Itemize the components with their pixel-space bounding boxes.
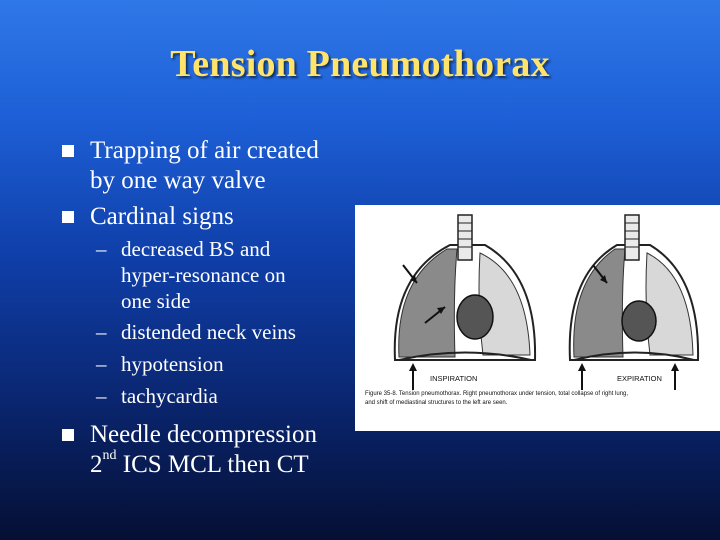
bullet-line-rest: ICS MCL then CT <box>116 451 309 478</box>
dash-marker: – <box>96 320 107 344</box>
ordinal-suffix: nd <box>102 448 117 463</box>
sub-bullet-line: decreased BS and <box>121 237 271 261</box>
bullet-trapping-air <box>62 136 352 196</box>
dash-marker: – <box>96 237 107 261</box>
slide-title: Tension Pneumothorax <box>170 43 550 85</box>
sub-bullet-line: tachycardia <box>121 384 218 408</box>
figure-caption-line: Figure 35-8. Tension pneumothorax. Right pneumothorax under tension, total collapse of right lung, <box>365 391 629 397</box>
ordinal-number: 2 <box>90 451 103 478</box>
bullet-line: Needle decompression <box>90 421 318 448</box>
expiration-diagram <box>570 215 698 390</box>
bullet-cardinal-signs <box>62 202 352 232</box>
sub-bullet-tachycardia <box>96 383 346 411</box>
inspiration-diagram <box>395 215 535 390</box>
bullet-line-with-superscript <box>90 450 309 479</box>
dash-marker: – <box>96 352 107 376</box>
pneumothorax-figure <box>355 205 720 431</box>
sub-bullet-line: one side <box>121 289 191 313</box>
inspiration-label: INSPIRATION <box>430 374 478 383</box>
sub-bullet-decreased-bs <box>96 236 346 316</box>
sub-bullet-hypotension <box>96 351 346 379</box>
square-bullet-icon <box>62 211 74 223</box>
bullet-line: Cardinal signs <box>90 203 234 230</box>
bullet-line: Trapping of air created <box>90 137 319 164</box>
sub-bullet-line: hypotension <box>121 352 224 376</box>
square-bullet-icon <box>62 429 74 441</box>
expiration-label: EXPIRATION <box>617 374 662 383</box>
dash-marker: – <box>96 384 107 408</box>
sub-bullet-neck-veins <box>96 319 346 347</box>
square-bullet-icon <box>62 145 74 157</box>
bullet-needle-decompression <box>62 420 352 482</box>
sub-bullet-line: hyper-resonance on <box>121 263 286 287</box>
sub-bullet-line: distended neck veins <box>121 320 296 344</box>
figure-caption-line: and shift of mediastinal structures to the left are seen. <box>365 400 508 406</box>
lung-illustration <box>355 205 720 431</box>
bullet-line: by one way valve <box>90 167 266 194</box>
